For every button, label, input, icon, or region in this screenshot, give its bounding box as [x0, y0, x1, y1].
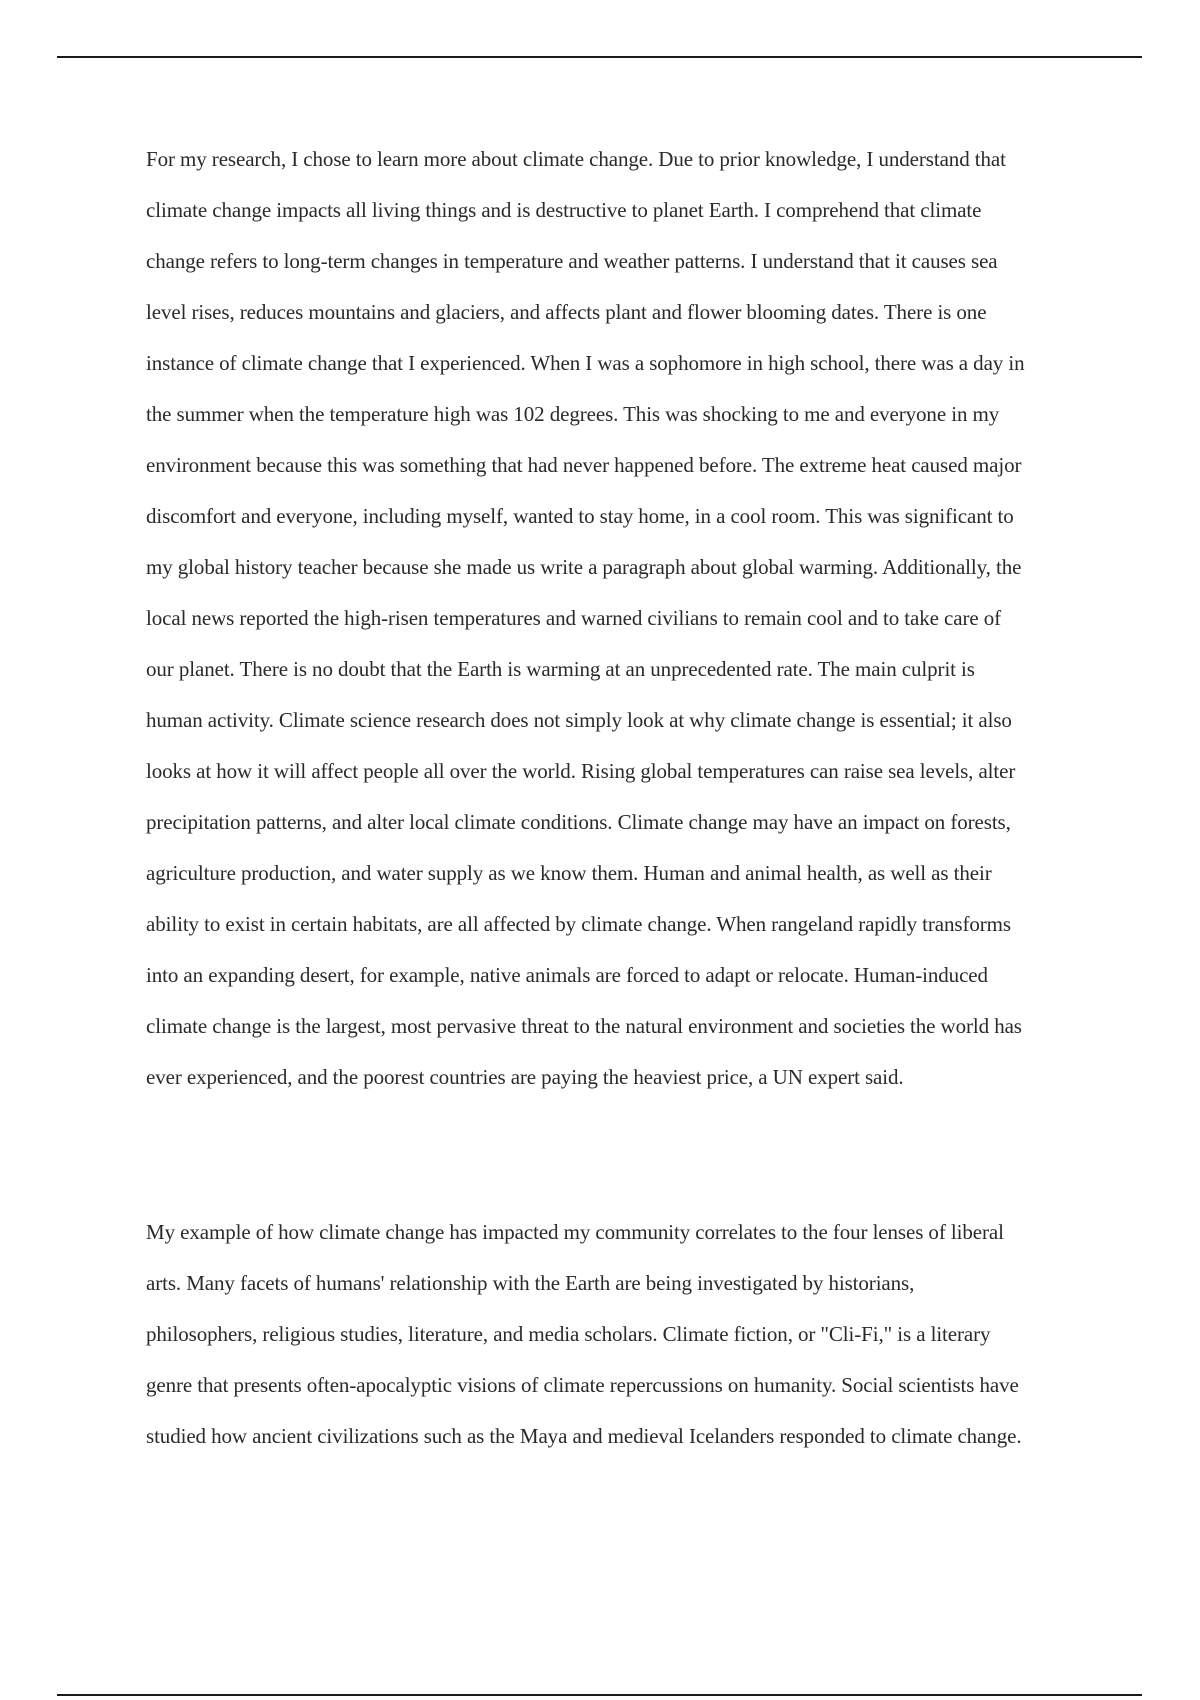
text-line: discomfort and everyone, including myself, wanted to stay home, in a cool room. This was significant to	[146, 504, 1014, 528]
text-line: level rises, reduces mountains and glaciers, and affects plant and flower blooming dates. There is one	[146, 300, 987, 324]
header-rule	[57, 56, 1142, 58]
text-line: looks at how it will affect people all over the world. Rising global temperatures can raise sea levels, alter	[146, 759, 1016, 783]
paragraph-2	[146, 1207, 1146, 1462]
text-line: genre that presents often-apocalyptic visions of climate repercussions on humanity. Social scientists have	[146, 1373, 1019, 1397]
text-line: My example of how climate change has impacted my community correlates to the four lenses of liberal	[146, 1220, 1004, 1244]
text-line: human activity. Climate science research does not simply look at why climate change is essential; it also	[146, 708, 1012, 732]
text-line: agriculture production, and water supply as we know them. Human and animal health, as well as their	[146, 861, 992, 885]
text-line: precipitation patterns, and alter local climate conditions. Climate change may have an impact on forests,	[146, 810, 1011, 834]
text-line: local news reported the high-risen temperatures and warned civilians to remain cool and to take care of	[146, 606, 1002, 630]
text-line: ability to exist in certain habitats, are all affected by climate change. When rangeland rapidly transforms	[146, 912, 1011, 936]
text-line: philosophers, religious studies, literature, and media scholars. Climate fiction, or "Cli-Fi," is a literary	[146, 1322, 991, 1346]
text-line: climate change is the largest, most pervasive threat to the natural environment and societies the world has	[146, 1014, 1022, 1038]
text-line: instance of climate change that I experienced. When I was a sophomore in high school, there was a day in	[146, 351, 1025, 375]
text-line: into an expanding desert, for example, native animals are forced to adapt or relocate. Human-induced	[146, 963, 988, 987]
text-line: ever experienced, and the poorest countries are paying the heaviest price, a UN expert said.	[146, 1065, 904, 1089]
text-line: studied how ancient civilizations such as the Maya and medieval Icelanders responded to climate change.	[146, 1424, 1022, 1448]
text-line: For my research, I chose to learn more about climate change. Due to prior knowledge, I understand that	[146, 147, 1006, 171]
text-line: arts. Many facets of humans' relationship with the Earth are being investigated by historians,	[146, 1271, 915, 1295]
text-line: my global history teacher because she made us write a paragraph about global warming. Additionally, the	[146, 555, 1022, 579]
text-line: the summer when the temperature high was 102 degrees. This was shocking to me and everyone in my	[146, 402, 1000, 426]
footer-rule	[57, 1694, 1142, 1696]
text-line: change refers to long-term changes in temperature and weather patterns. I understand that it causes sea	[146, 249, 998, 273]
paragraph-1	[146, 134, 1146, 1103]
text-line: environment because this was something that had never happened before. The extreme heat caused major	[146, 453, 1022, 477]
text-line: climate change impacts all living things and is destructive to planet Earth. I comprehend that climate	[146, 198, 982, 222]
text-line: our planet. There is no doubt that the Earth is warming at an unprecedented rate. The main culprit is	[146, 657, 975, 681]
